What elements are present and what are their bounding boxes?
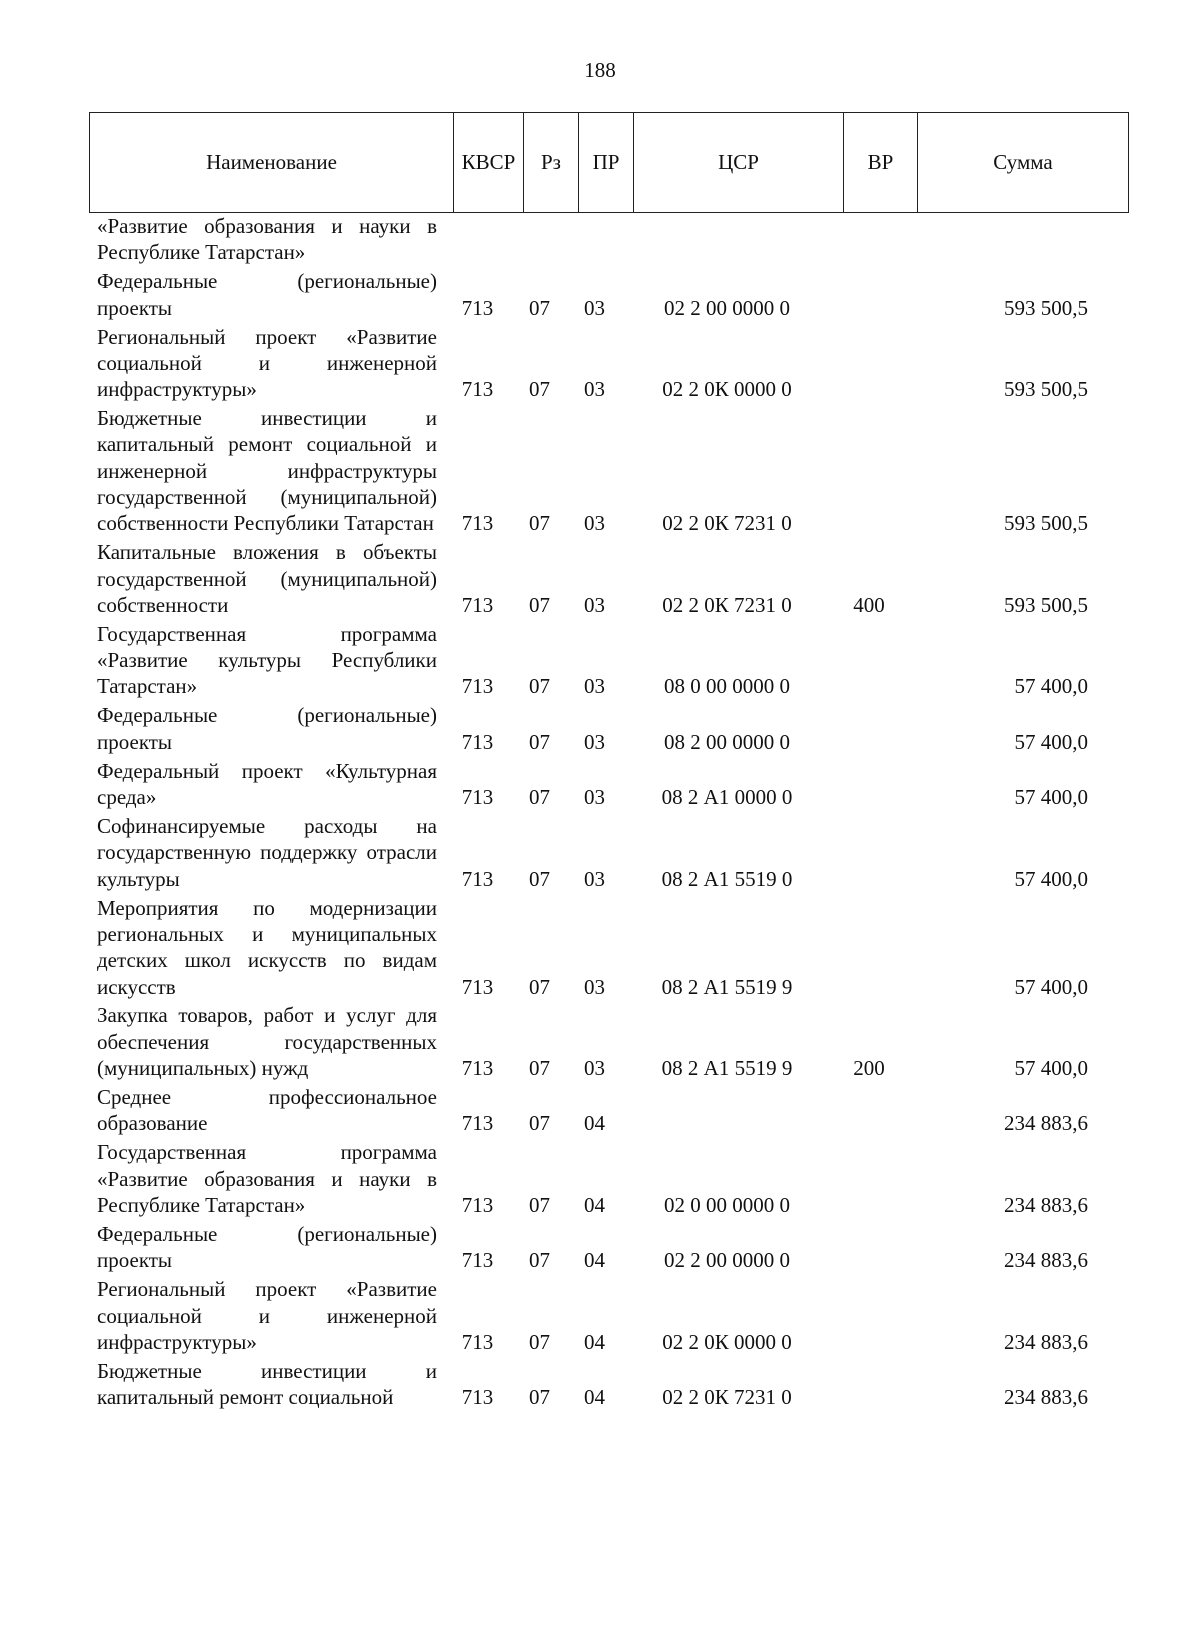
row-name: Государственная программа «Развитие культуры Республики Татарстан» bbox=[97, 621, 437, 699]
header-pr: ПР bbox=[579, 113, 634, 213]
row-pr: 03 bbox=[584, 1056, 605, 1081]
row-sum: 57 400,0 bbox=[1014, 785, 1088, 810]
row-rz: 07 bbox=[529, 1385, 550, 1410]
row-name: Софинансируемые расходы на государственную поддержку отрасли культуры bbox=[97, 814, 437, 891]
row-kvsr: 713 bbox=[461, 295, 494, 320]
row-name: Мероприятия по модернизации региональных и муниципальных детских школ искусств по видам искусств bbox=[97, 895, 437, 999]
row-pr: 03 bbox=[584, 511, 605, 536]
row-pr: 03 bbox=[584, 866, 605, 891]
table-row bbox=[89, 1276, 1128, 1355]
row-name: Федеральный проект «Культурная среда» bbox=[97, 758, 437, 810]
row-csr: 02 2 0К 7231 0 bbox=[662, 1385, 792, 1410]
table-row bbox=[89, 1358, 1128, 1411]
row-pr: 03 bbox=[584, 974, 605, 999]
row-sum: 234 883,6 bbox=[1004, 1385, 1088, 1410]
row-pr: 04 bbox=[584, 1248, 605, 1273]
header-name: Наименование bbox=[90, 113, 454, 213]
row-kvsr: 713 bbox=[461, 974, 494, 999]
row-pr: 03 bbox=[584, 729, 605, 754]
table-row bbox=[89, 1002, 1128, 1081]
row-kvsr: 713 bbox=[461, 592, 494, 617]
row-kvsr: 713 bbox=[461, 1111, 494, 1136]
row-kvsr: 713 bbox=[461, 377, 494, 402]
row-sum: 593 500,5 bbox=[1004, 511, 1088, 536]
row-rz: 07 bbox=[529, 1248, 550, 1273]
row-name: Федеральные (региональные) проекты bbox=[97, 1221, 437, 1273]
row-rz: 07 bbox=[529, 974, 550, 999]
header-sum: Сумма bbox=[918, 113, 1129, 213]
row-csr: 02 2 0К 0000 0 bbox=[662, 377, 792, 402]
row-sum: 57 400,0 bbox=[1014, 866, 1088, 891]
row-kvsr: 713 bbox=[461, 729, 494, 754]
row-sum: 57 400,0 bbox=[1014, 974, 1088, 999]
row-rz: 07 bbox=[529, 295, 550, 320]
row-vr: 200 bbox=[853, 1056, 885, 1081]
row-csr: 08 2 А1 5519 9 bbox=[661, 974, 793, 999]
row-sum: 234 883,6 bbox=[1004, 1248, 1088, 1273]
row-sum: 593 500,5 bbox=[1004, 295, 1088, 320]
row-rz: 07 bbox=[529, 1056, 550, 1081]
row-pr: 04 bbox=[584, 1329, 605, 1354]
row-rz: 07 bbox=[529, 866, 550, 891]
row-rz: 07 bbox=[529, 592, 550, 617]
row-kvsr: 713 bbox=[461, 1192, 494, 1217]
row-sum: 593 500,5 bbox=[1004, 377, 1088, 402]
table-row bbox=[89, 621, 1128, 700]
row-name: Региональный проект «Развитие социальной и инженерной инфраструктуры» bbox=[97, 324, 437, 402]
table-body bbox=[89, 213, 1128, 1413]
row-csr: 08 2 00 0000 0 bbox=[664, 729, 790, 754]
row-sum: 234 883,6 bbox=[1004, 1111, 1088, 1136]
header-rz: Рз bbox=[524, 113, 579, 213]
row-csr: 02 2 00 0000 0 bbox=[664, 295, 790, 320]
row-rz: 07 bbox=[529, 1111, 550, 1136]
row-csr: 02 2 0К 7231 0 bbox=[662, 511, 792, 536]
table-row bbox=[89, 895, 1128, 1000]
row-name: Государственная программа «Развитие образования и науки в Республике Татарстан» bbox=[97, 1140, 437, 1217]
row-kvsr: 713 bbox=[461, 511, 494, 536]
row-name: «Развитие образования и науки в Республике Татарстан» bbox=[97, 214, 437, 265]
row-pr: 03 bbox=[584, 785, 605, 810]
row-name: Региональный проект «Развитие социальной и инженерной инфраструктуры» bbox=[97, 1277, 437, 1354]
row-kvsr: 713 bbox=[461, 1248, 494, 1273]
row-csr: 02 2 00 0000 0 bbox=[664, 1248, 790, 1273]
row-kvsr: 713 bbox=[461, 866, 494, 891]
table-header bbox=[89, 112, 1129, 213]
row-sum: 57 400,0 bbox=[1014, 729, 1088, 754]
row-csr: 08 2 А1 0000 0 bbox=[661, 785, 793, 810]
row-pr: 04 bbox=[584, 1192, 605, 1217]
row-sum: 57 400,0 bbox=[1014, 674, 1088, 699]
table-row bbox=[89, 702, 1128, 755]
row-pr: 04 bbox=[584, 1385, 605, 1410]
row-kvsr: 713 bbox=[461, 785, 494, 810]
row-kvsr: 713 bbox=[461, 1329, 494, 1354]
row-csr: 08 2 А1 5519 0 bbox=[661, 866, 793, 891]
table-row bbox=[89, 405, 1128, 536]
row-csr: 02 2 0К 7231 0 bbox=[662, 592, 792, 617]
page-number: 188 bbox=[584, 58, 616, 82]
table-row bbox=[89, 1221, 1128, 1274]
table-row bbox=[89, 1084, 1128, 1137]
row-sum: 234 883,6 bbox=[1004, 1329, 1088, 1354]
row-name: Бюджетные инвестиции и капитальный ремонт социальной и инженерной инфраструктуры государственной (муниципальной) собственности Республики Татарстан bbox=[97, 406, 437, 536]
row-name: Капитальные вложения в объекты государственной (муниципальной) собственности bbox=[97, 540, 437, 617]
row-name: Бюджетные инвестиции и капитальный ремонт социальной bbox=[97, 1358, 437, 1410]
table-row bbox=[89, 539, 1128, 618]
row-pr: 03 bbox=[584, 592, 605, 617]
row-csr: 08 0 00 0000 0 bbox=[664, 674, 790, 699]
table-row bbox=[89, 324, 1128, 403]
row-rz: 07 bbox=[529, 1192, 550, 1217]
row-rz: 07 bbox=[529, 729, 550, 754]
row-csr: 02 2 0К 0000 0 bbox=[662, 1329, 792, 1354]
row-name: Закупка товаров, работ и услуг для обеспечения государственных (муниципальных) нужд bbox=[97, 1003, 437, 1081]
row-kvsr: 713 bbox=[461, 674, 494, 699]
row-rz: 07 bbox=[529, 511, 550, 536]
table-row bbox=[89, 813, 1128, 892]
row-pr: 03 bbox=[584, 295, 605, 320]
row-pr: 03 bbox=[584, 377, 605, 402]
row-rz: 07 bbox=[529, 785, 550, 810]
row-vr: 400 bbox=[853, 592, 885, 617]
header-vr: ВР bbox=[844, 113, 918, 213]
row-sum: 57 400,0 bbox=[1014, 1056, 1088, 1081]
row-sum: 234 883,6 bbox=[1004, 1192, 1088, 1217]
row-pr: 03 bbox=[584, 674, 605, 699]
row-kvsr: 713 bbox=[461, 1385, 494, 1410]
row-rz: 07 bbox=[529, 1329, 550, 1354]
row-sum: 593 500,5 bbox=[1004, 592, 1088, 617]
row-name: Федеральные (региональные) проекты bbox=[97, 703, 437, 754]
header-kvsr: КВСР bbox=[454, 113, 524, 213]
row-csr: 02 0 00 0000 0 bbox=[664, 1192, 790, 1217]
row-kvsr: 713 bbox=[461, 1056, 494, 1081]
row-csr: 08 2 А1 5519 9 bbox=[661, 1056, 793, 1081]
table-row bbox=[89, 1139, 1128, 1218]
row-rz: 07 bbox=[529, 674, 550, 699]
row-name: Федеральные (региональные) проекты bbox=[97, 269, 437, 320]
header-csr: ЦСР bbox=[634, 113, 844, 213]
table-row bbox=[89, 758, 1128, 811]
row-name: Среднее профессиональное образование bbox=[97, 1085, 437, 1136]
table-row bbox=[89, 213, 1128, 266]
row-pr: 04 bbox=[584, 1111, 605, 1136]
table-row bbox=[89, 268, 1128, 321]
row-rz: 07 bbox=[529, 377, 550, 402]
